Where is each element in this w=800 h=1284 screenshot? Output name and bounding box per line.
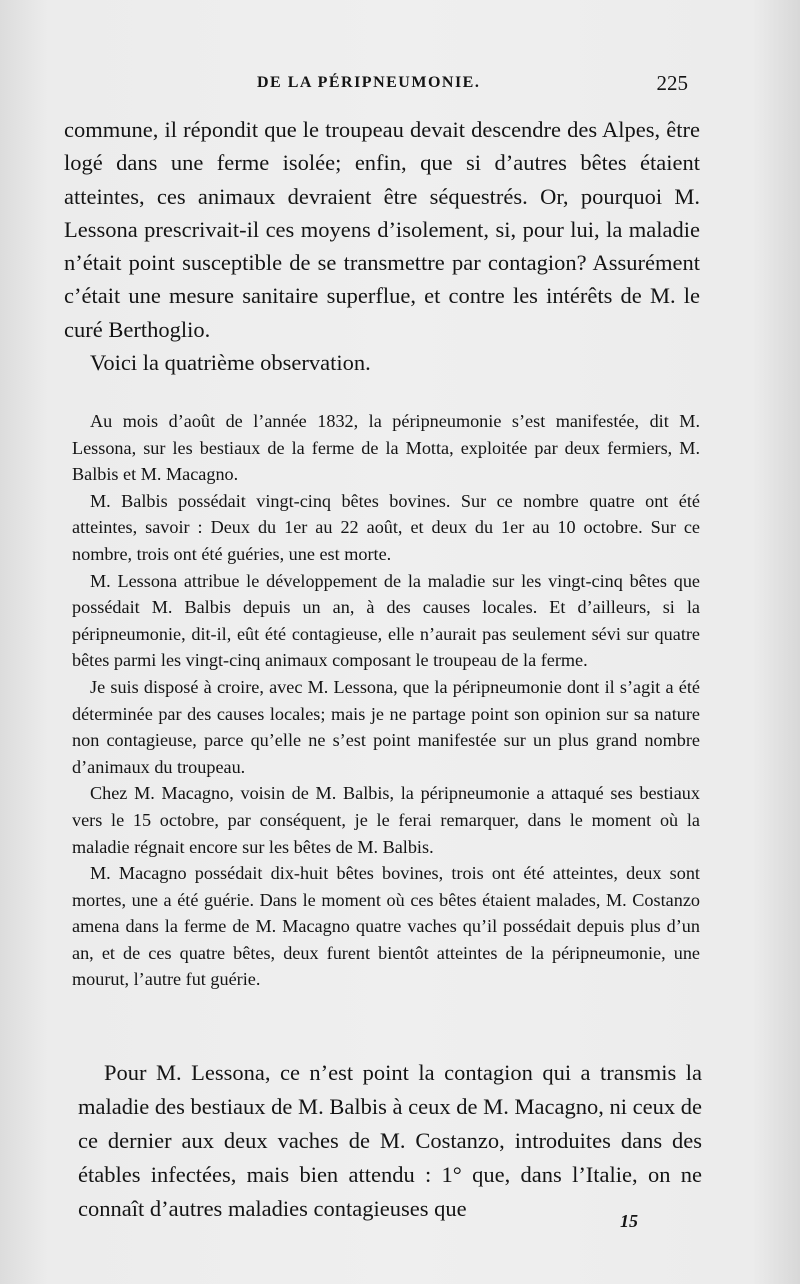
- quoted-paragraph: M. Macagno possédait dix-huit bêtes bovines, trois ont été atteintes, deux sont mortes, une a été guérie. Dans le moment où ces bêtes étaient malades, M. Costanzo amena dans la ferme de M. Macagno quatre vaches qu’il possédait depuis plus d’un an, et de ces quatre bêtes, deux furent bientôt atteintes de la péripneumonie, une mourut, l’autre fut guérie.: [72, 863, 700, 990]
- quoted-observation: [72, 408, 700, 993]
- page-header: [64, 71, 688, 102]
- quoted-paragraph: Je suis disposé à croire, avec M. Lessona, que la péripneumonie dont il s’agit a été déterminée par des causes locales; mais je ne partage point son opinion sur sa nature non contagieuse, parce qu’elle ne s’est point manifestée sur un plus grand nombre d’animaux du troupeau.: [72, 676, 700, 777]
- bottom-text-block: [78, 1056, 702, 1226]
- top-text-block: [64, 113, 700, 379]
- quoted-paragraph: Chez M. Macagno, voisin de M. Balbis, la péripneumonie a attaqué ses bestiaux vers le 15 octobre, par conséquent, je le ferai remarquer, dans le moment où la maladie régnait encore sur les bêtes de M. Balbis.: [72, 783, 700, 857]
- signature-mark: 15: [620, 1211, 638, 1231]
- paragraph-conclusion: Pour M. Lessona, ce n’est point la contagion qui a transmis la maladie des bestiaux de M. Balbis à ceux de M. Macagno, ni ceux de ce dernier aux deux vaches de M. Costanzo, introduites dans des étables infectées, mais bien attendu : 1° que, dans l’Italie, on ne connaît d’autres maladies contagieuses que: [78, 1060, 702, 1221]
- quoted-paragraph: Au mois d’août de l’année 1832, la péripneumonie s’est manifestée, dit M. Lessona, sur les bestiaux de la ferme de la Motta, exploitée par deux fermiers, M. Balbis et M. Macagno.: [72, 411, 700, 485]
- page-number: 225: [656, 71, 688, 95]
- quoted-paragraph: M. Balbis possédait vingt-cinq bêtes bovines. Sur ce nombre quatre ont été atteintes, savoir : Deux du 1er au 22 août, et deux du 1er au 10 octobre. Sur ce nombre, trois ont été guéries, une est morte.: [72, 490, 700, 564]
- running-title: DE LA PÉRIPNEUMONIE.: [257, 74, 481, 91]
- paragraph-continuation: commune, il répondit que le troupeau devait descendre des Alpes, être logé dans une ferme isolée; enfin, que si d’autres bêtes étaient atteintes, ces animaux devraient être séquestrés. Or, pourquoi M. Lessona prescrivait-il ces moyens d’isolement, si, pour lui, la maladie n’était point susceptible de se transmettre par contagion? Assurément c’était une mesure sanitaire superflue, et contre les intérêts de M. le curé Berthoglio.: [64, 117, 700, 342]
- quoted-paragraph: M. Lessona attribue le développement de la maladie sur les vingt-cinq bêtes que possédait M. Balbis depuis un an, à des causes locales. Et d’ailleurs, si la péripneumonie, dit-il, eût été contagieuse, elle n’aurait pas seulement sévi sur quatre bêtes parmi les vingt-cinq animaux composant le troupeau de la ferme.: [72, 570, 700, 671]
- paragraph-observation-intro: Voici la quatrième observation.: [90, 350, 371, 376]
